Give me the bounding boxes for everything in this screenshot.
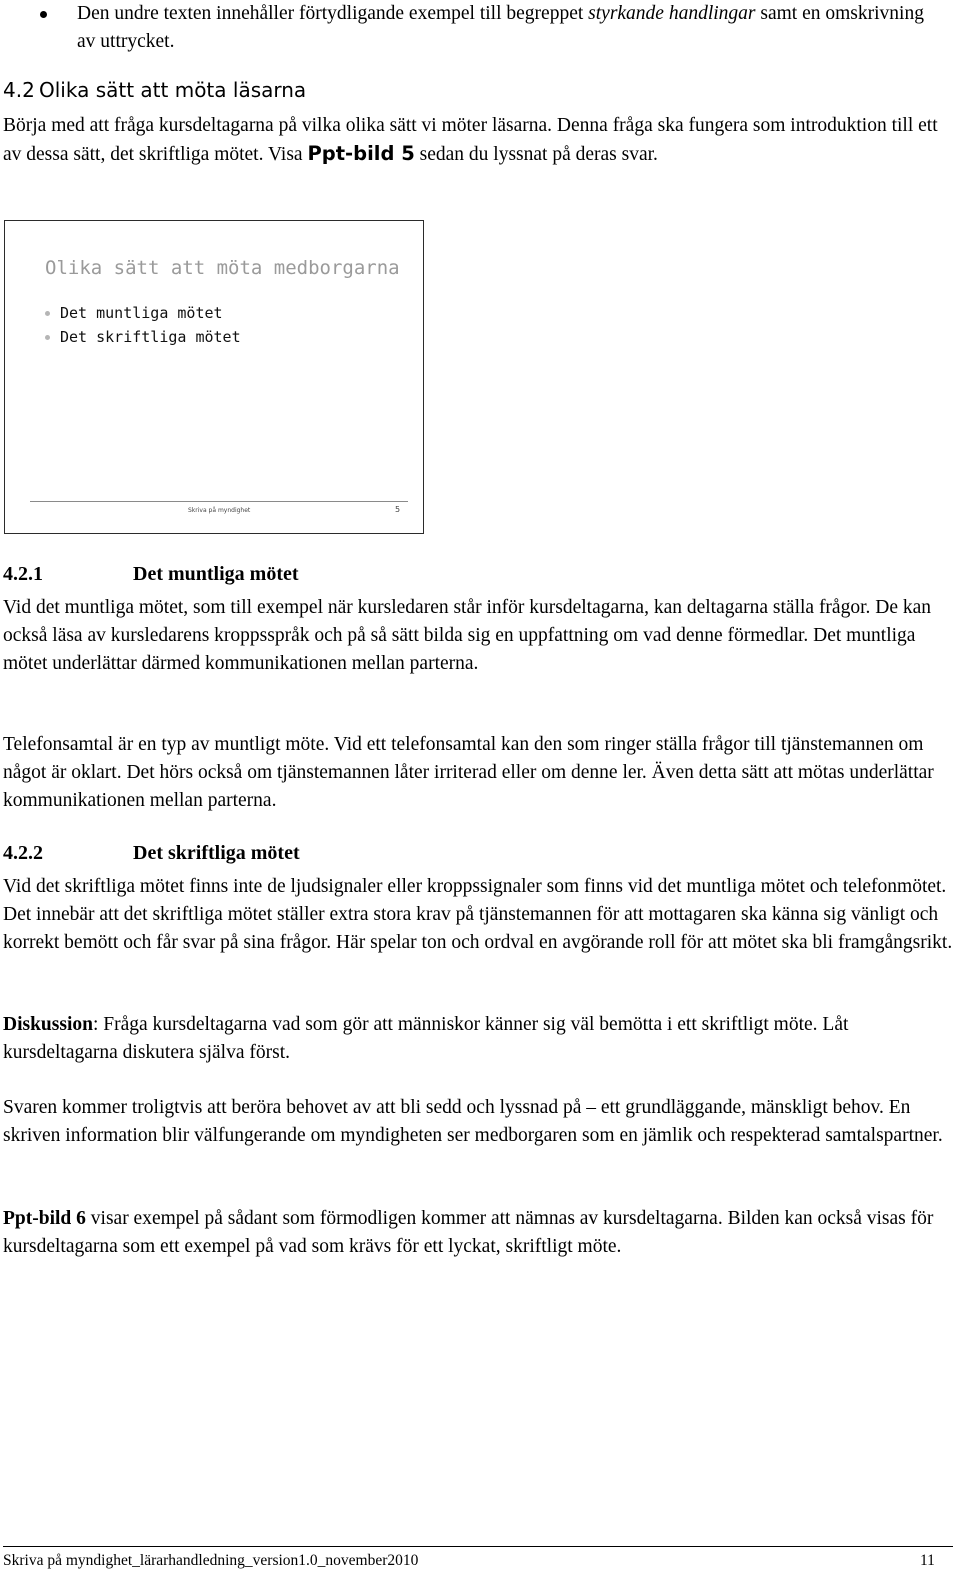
section-4-2-1-title: Det muntliga mötet [133,563,299,585]
footer-divider [3,1546,953,1547]
slide-bullet-list [45,301,241,349]
slide-item-skriftliga: Det skriftliga mötet [45,325,241,349]
intro-bullet-text [77,0,937,56]
intro-term-italic: styrkande handlingar [588,3,756,24]
section-4-2-paragraph [3,112,953,169]
slide-footer-divider [30,501,408,502]
answer-paragraph: Svaren kommer troligtvis att beröra behovet av att bli sedd och lyssnad på – ett grundläggande, mänskligt behov. En skriven information blir välfungerande om myndigheten ser medborgaren som en jämlik och respekterad samtalspartner. [3,1097,943,1146]
slide-footer-text: Skriva på myndighet [188,507,251,514]
intro-text-end: samt en omskrivning av uttrycket. [77,3,924,52]
discussion-paragraph [3,1011,953,1067]
slide-thumbnail [4,220,424,534]
section-4-2-1-number: 4.2.1 [3,563,43,585]
ppt-bild-6-text: visar exempel på sådant som förmodligen kommer att nämnas av kursdeltagarna. Bilden kan också visas för kursdeltagarna som ett exempel på vad som krävs för ett lyckat, skriftligt möte. [3,1208,934,1257]
ppt-bild-6-paragraph [3,1205,953,1261]
section-4-2-1-paragraph-2: Telefonsamtal är en typ av muntligt möte. Vid ett telefonsamtal kan den som ringer ställa frågor till tjänstemannen om något är oklart. Det hörs också om tjänstemannen låter irriterad eller om denne ler. Även detta sätt att mötas underlättar kommunikationen mellan parterna. [3,734,934,811]
section-4-2-text-b: sedan du lyssnat på deras svar. [414,144,658,165]
slide-title: Olika sätt att möta medborgarna [45,257,400,279]
slide-item-muntliga: Det muntliga mötet [45,301,241,325]
discussion-text: : Fråga kursdeltagarna vad som gör att människor känner sig väl bemötta i ett skriftligt möte. Låt kursdeltagarna diskutera själva först. [3,1014,849,1063]
section-4-2-1-paragraph-1: Vid det muntliga mötet, som till exempel när kursledaren står inför kursdeltagarna, kan deltagarna ställa frågor. De kan också läsa av kursledarens kroppsspråk och på så sätt bilda sig en uppfattning om vad denne förmedlar. Det muntliga mötet underlättar därmed kommunikationen mellan parterna. [3,597,932,674]
slide-number: 5 [395,505,401,514]
footer-document-name: Skriva på myndighet_lärarhandledning_version1.0_november2010 [3,1552,419,1569]
section-4-2-text-a: Börja med att fråga kursdeltagarna på vilka olika sätt vi möter läsarna. Denna fråga ska fungera som introduktion till ett av dessa sätt, det skriftliga mötet. Visa [3,115,938,165]
intro-text-start: Den undre texten innehåller förtydligande exempel till begreppet [77,3,589,24]
ppt-bild-5-ref: Ppt-bild 5 [307,142,415,165]
section-4-2-2-paragraph-1: Vid det skriftliga mötet finns inte de ljudsignaler eller kroppssignaler som finns vid det muntliga mötet och telefonmötet. Det innebär att det skriftliga mötet ställer extra stora krav på tjänstemannen för att mottagaren ska känna sig vänligt och korrekt bemött och får svar på sina frågor. Här spelar ton och ordval en avgörande roll för att mötet ska bli framgångsrikt. [3,876,953,953]
ppt-bild-6-ref: Ppt-bild 6 [3,1208,86,1229]
bullet-dot-icon [40,11,47,18]
section-4-2-2-number: 4.2.2 [3,842,43,864]
footer-page-number: 11 [920,1552,935,1569]
discussion-label: Diskussion [3,1014,93,1035]
section-4-2-number: 4.2 [3,78,35,102]
section-4-2-title: Olika sätt att möta läsarna [39,78,307,102]
section-4-2-2-title: Det skriftliga mötet [133,842,300,864]
